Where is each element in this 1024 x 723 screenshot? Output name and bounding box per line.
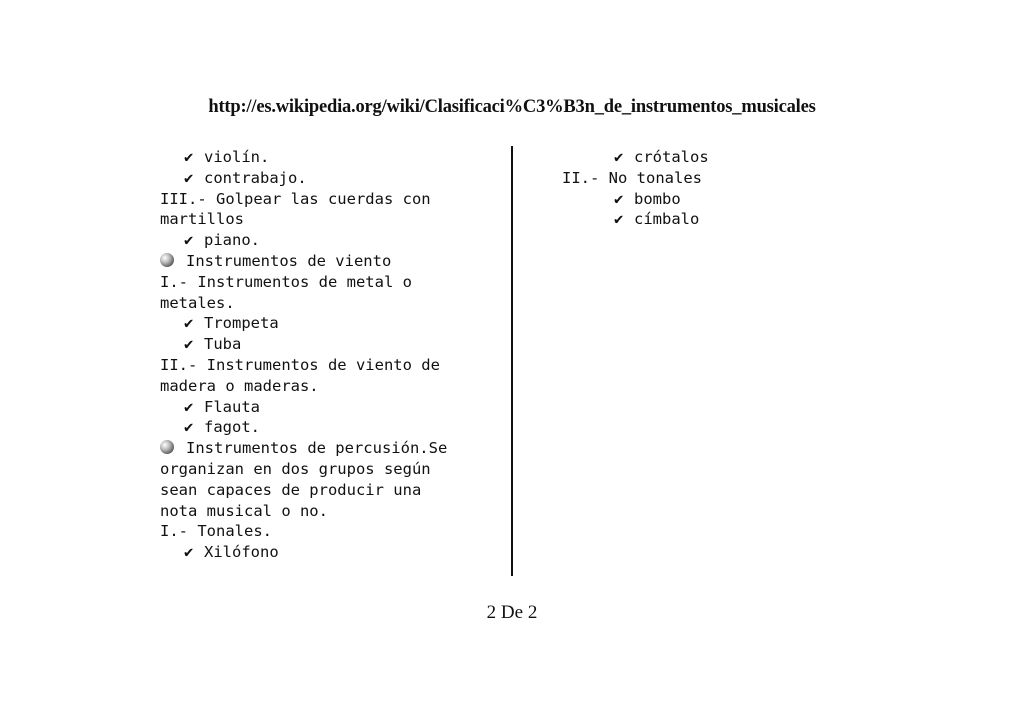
section-heading-text: Instrumentos de viento: [186, 251, 392, 270]
check-icon: ✔: [184, 148, 194, 166]
list-item-text: crótalos: [634, 148, 709, 166]
list-item-text: Flauta: [204, 397, 260, 416]
list-item-text: Tuba: [204, 335, 242, 354]
subheading: II.- Instrumentos de viento de: [160, 355, 440, 374]
subheading: martillos: [160, 210, 244, 229]
list-item: [160, 417, 500, 438]
paragraph-line: nota musical o no.: [160, 501, 328, 520]
check-icon: ✔: [184, 335, 194, 354]
list-item: [160, 147, 500, 168]
section-heading: [160, 251, 500, 272]
list-item-text: címbalo: [634, 210, 700, 229]
check-icon: ✔: [184, 314, 194, 333]
section-heading: [160, 438, 500, 459]
column-divider: [511, 146, 513, 576]
list-item-text: bombo: [634, 189, 681, 208]
list-item: [160, 313, 500, 334]
check-icon: ✔: [184, 397, 194, 416]
check-icon: ✔: [184, 418, 194, 437]
list-item-text: Xilófono: [204, 543, 279, 562]
right-column: [562, 147, 862, 230]
left-column: [160, 147, 500, 563]
list-item: [160, 542, 500, 563]
paragraph-line: organizan en dos grupos según: [160, 459, 431, 478]
list-item: [160, 168, 500, 189]
check-icon: ✔: [614, 148, 624, 166]
sphere-bullet-icon: [160, 253, 174, 267]
subheading: I.- Tonales.: [160, 522, 272, 541]
check-icon: ✔: [184, 231, 194, 250]
check-icon: ✔: [184, 168, 194, 187]
subheading: metales.: [160, 293, 235, 312]
list-item-text: violín.: [204, 148, 270, 166]
list-item: [160, 230, 500, 251]
subheading: II.- No tonales: [562, 168, 702, 187]
check-icon: ✔: [614, 210, 624, 229]
paragraph-line: sean capaces de producir una: [160, 480, 422, 499]
sphere-bullet-icon: [160, 440, 174, 454]
subheading: madera o maderas.: [160, 376, 319, 395]
page-number: 2 De 2: [486, 602, 538, 623]
list-item: [562, 209, 862, 230]
source-url: http://es.wikipedia.org/wiki/Clasificaci%C3%B3n_de_instrumentos_musicales: [208, 97, 816, 117]
list-item: [562, 147, 862, 168]
list-item: [562, 189, 862, 210]
list-item-text: fagot.: [204, 418, 260, 437]
list-item-text: contrabajo.: [204, 168, 307, 187]
subheading: III.- Golpear las cuerdas con: [160, 189, 431, 208]
subheading: I.- Instrumentos de metal o: [160, 272, 412, 291]
list-item-text: piano.: [204, 231, 260, 250]
section-heading-text: Instrumentos de percusión.Se: [186, 439, 448, 458]
check-icon: ✔: [614, 189, 624, 208]
list-item: [160, 397, 500, 418]
check-icon: ✔: [184, 543, 194, 562]
list-item-text: Trompeta: [204, 314, 279, 333]
list-item: [160, 334, 500, 355]
